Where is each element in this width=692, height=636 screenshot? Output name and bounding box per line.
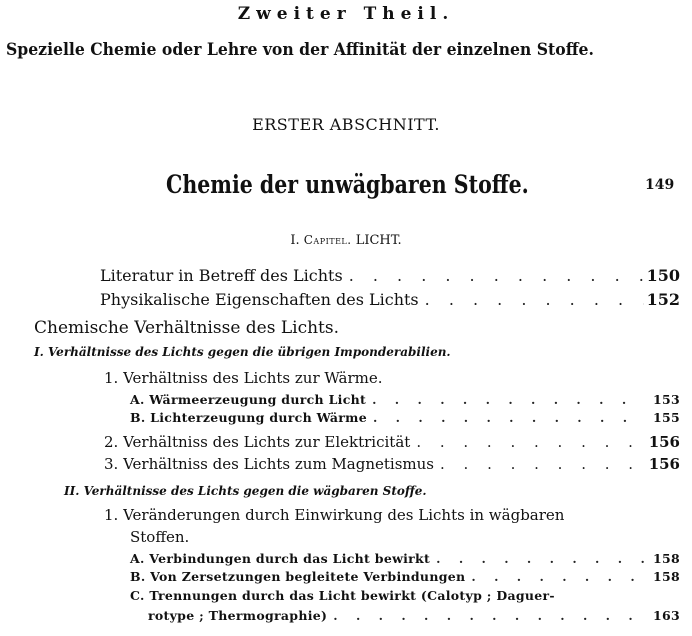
main-title: Chemie der unwägbaren Stoffe. — [166, 170, 529, 199]
toc-entry-label: B. Lichterzeugung durch Wärme — [130, 410, 367, 425]
toc-entry-label: A. Verbindungen durch das Licht bewirkt — [130, 551, 431, 566]
toc-entry — [130, 569, 680, 584]
toc-entry-label: 2. Verhältniss des Lichts zur Elektricität — [104, 433, 411, 451]
chem-heading: Chemische Verhältnisse des Lichts. — [34, 318, 340, 338]
toc-entry-page: 153 — [653, 392, 680, 407]
group2-heading: II. Verhältnisse des Lichts gegen die wägbaren Stoffe. — [64, 484, 427, 498]
toc-entry — [104, 433, 680, 451]
toc-entry-page: 158 — [653, 551, 680, 566]
dot-leader — [372, 392, 644, 407]
group2-sub-c-line1: C. Trennungen durch das Licht bewirkt (Calotyp ; Daguer- — [130, 588, 555, 603]
chapter-word: Capitel. — [303, 233, 352, 247]
toc-entry-label: 3. Verhältniss des Lichts zum Magnetismus — [104, 455, 434, 473]
group2-item-1-line1: 1. Veränderungen durch Einwirkung des Lichts in wägbaren — [104, 506, 565, 524]
toc-entry — [130, 410, 680, 425]
chapter-heading — [0, 233, 692, 248]
toc-entry-label: A. Wärmeerzeugung durch Licht — [130, 392, 367, 407]
toc-entry-label: rotype ; Thermographie) — [148, 608, 328, 623]
toc-entry — [104, 455, 680, 473]
chapter-number: I. — [290, 233, 300, 248]
toc-entry — [100, 290, 680, 309]
dot-leader — [436, 551, 644, 566]
dot-leader — [416, 433, 644, 451]
dot-leader — [333, 608, 644, 623]
main-title-page: 149 — [645, 177, 675, 193]
dot-leader — [373, 410, 644, 425]
section-heading: ERSTER ABSCHNITT. — [252, 115, 440, 134]
dot-leader — [440, 455, 644, 473]
dot-leader — [425, 290, 644, 309]
toc-entry-label: B. Von Zersetzungen begleitete Verbindungen — [130, 569, 466, 584]
toc-entry — [130, 551, 680, 566]
toc-entry-page: 150 — [646, 266, 680, 285]
part-title: Zweiter Theil. — [237, 4, 455, 24]
toc-entry-page: 156 — [648, 433, 680, 451]
dot-leader — [471, 569, 644, 584]
toc-entry — [130, 392, 680, 407]
toc-entry-page: 158 — [653, 569, 680, 584]
toc-entry-page: 156 — [648, 455, 680, 473]
toc-entry-page: 152 — [646, 290, 680, 309]
toc-entry-label: Literatur in Betreff des Lichts — [100, 266, 343, 285]
toc-entry-label: Physikalische Eigenschaften des Lichts — [100, 290, 419, 309]
toc-entry — [100, 266, 680, 285]
part-subtitle: Spezielle Chemie oder Lehre von der Affinität der einzelnen Stoffe. — [6, 40, 594, 60]
group1-item-1: 1. Verhältniss des Lichts zur Wärme. — [104, 369, 383, 387]
chapter-title: LICHT. — [355, 233, 402, 248]
dot-leader — [349, 266, 644, 285]
group1-heading: I. Verhältnisse des Lichts gegen die übrigen Imponderabilien. — [34, 345, 451, 359]
group2-item-1-line2: Stoffen. — [130, 528, 190, 546]
toc-entry-page: 155 — [653, 410, 680, 425]
toc-entry-page: 163 — [653, 608, 680, 623]
toc-entry — [148, 608, 680, 623]
